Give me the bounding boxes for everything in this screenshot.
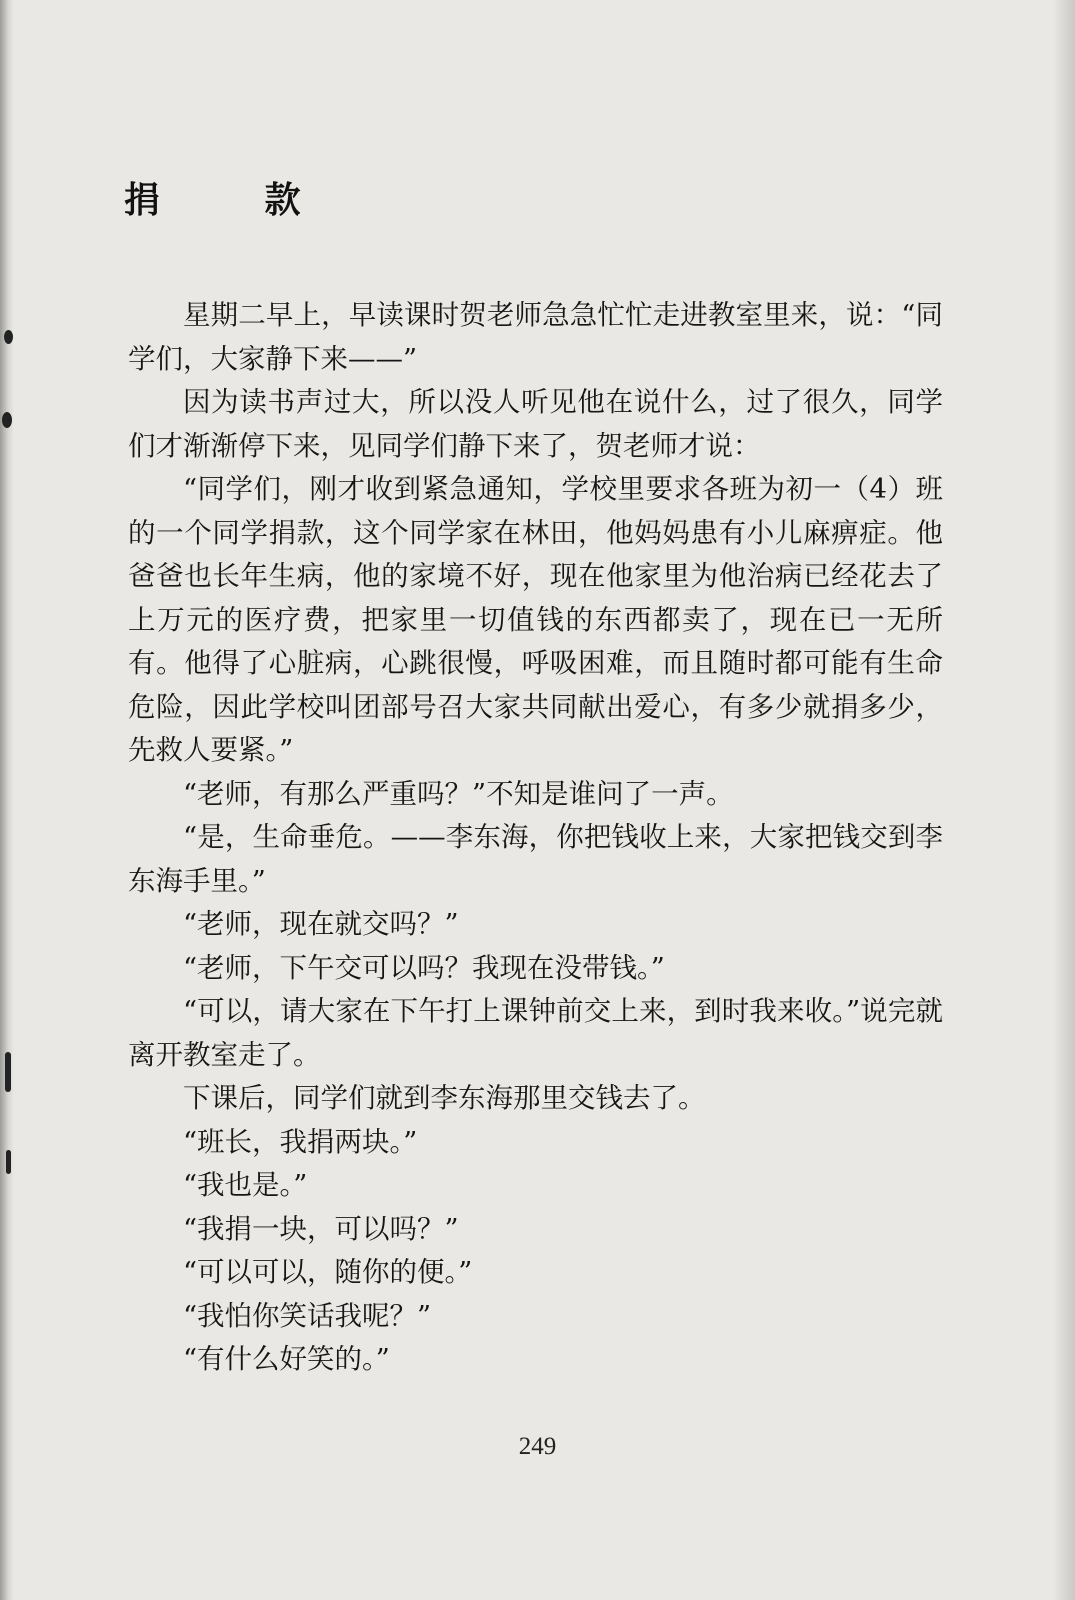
paragraph: “班长，我捐两块。”: [183, 1125, 418, 1158]
page-right-edge-shadow: [1053, 0, 1075, 1600]
paragraph: “可以可以，随你的便。”: [183, 1256, 473, 1288]
paragraph: “老师，下午交可以吗？我现在没带钱。”: [183, 951, 665, 984]
scan-speck: [2, 412, 12, 428]
scan-speck: [6, 1150, 11, 1174]
paragraph: “同学们，刚才收到紧急通知，学校里要求各班为初一（4）班的一个同学捐款，这个同学家在林田，他妈妈患有小儿麻痹症。他爸爸也长年生病，他的家境不好，现在他家里为他治病已经花去了上万元的医疗费，把家里一切值钱的东西都卖了，现在已一无所有。他得了心脏病，心跳很慢，呼吸困难，而且随时都可能有生命危险，因此学校叫团部号召大家共同献出爱心，有多少就捐多少，先救人要紧。”: [128, 473, 943, 766]
chapter-title: 捐 款: [124, 180, 347, 221]
story-text: [128, 294, 943, 1382]
scan-speck: [5, 1052, 11, 1092]
page-left-edge-shadow: [0, 0, 14, 1600]
paragraph: “可以，请大家在下午打上课钟前交上来，到时我来收。”说完就离开教室走了。: [128, 995, 943, 1071]
paragraph: “老师，有那么严重吗？”不知是谁问了一声。: [183, 777, 734, 810]
paragraph: “是，生命垂危。——李东海，你把钱收上来，大家把钱交到李东海手里。”: [128, 821, 943, 897]
scan-speck: [4, 330, 13, 344]
paragraph: “我怕你笑话我呢？”: [183, 1299, 432, 1332]
paragraph: “我捐一块，可以吗？”: [183, 1212, 459, 1245]
paragraph: “有什么好笑的。”: [183, 1343, 390, 1375]
paragraph: 因为读书声过大，所以没人听见他在说什么，过了很久，同学们才渐渐停下来，见同学们静下来了，贺老师才说：: [128, 386, 943, 462]
paragraph: “我也是。”: [183, 1169, 308, 1201]
paragraph: 星期二早上，早读课时贺老师急急忙忙走进教室里来，说：“同学们，大家静下来——”: [128, 299, 943, 375]
paragraph: “老师，现在就交吗？”: [183, 908, 459, 940]
page-number: 249: [518, 1433, 557, 1460]
paragraph: 下课后，同学们就到李东海那里交钱去了。: [183, 1082, 706, 1114]
